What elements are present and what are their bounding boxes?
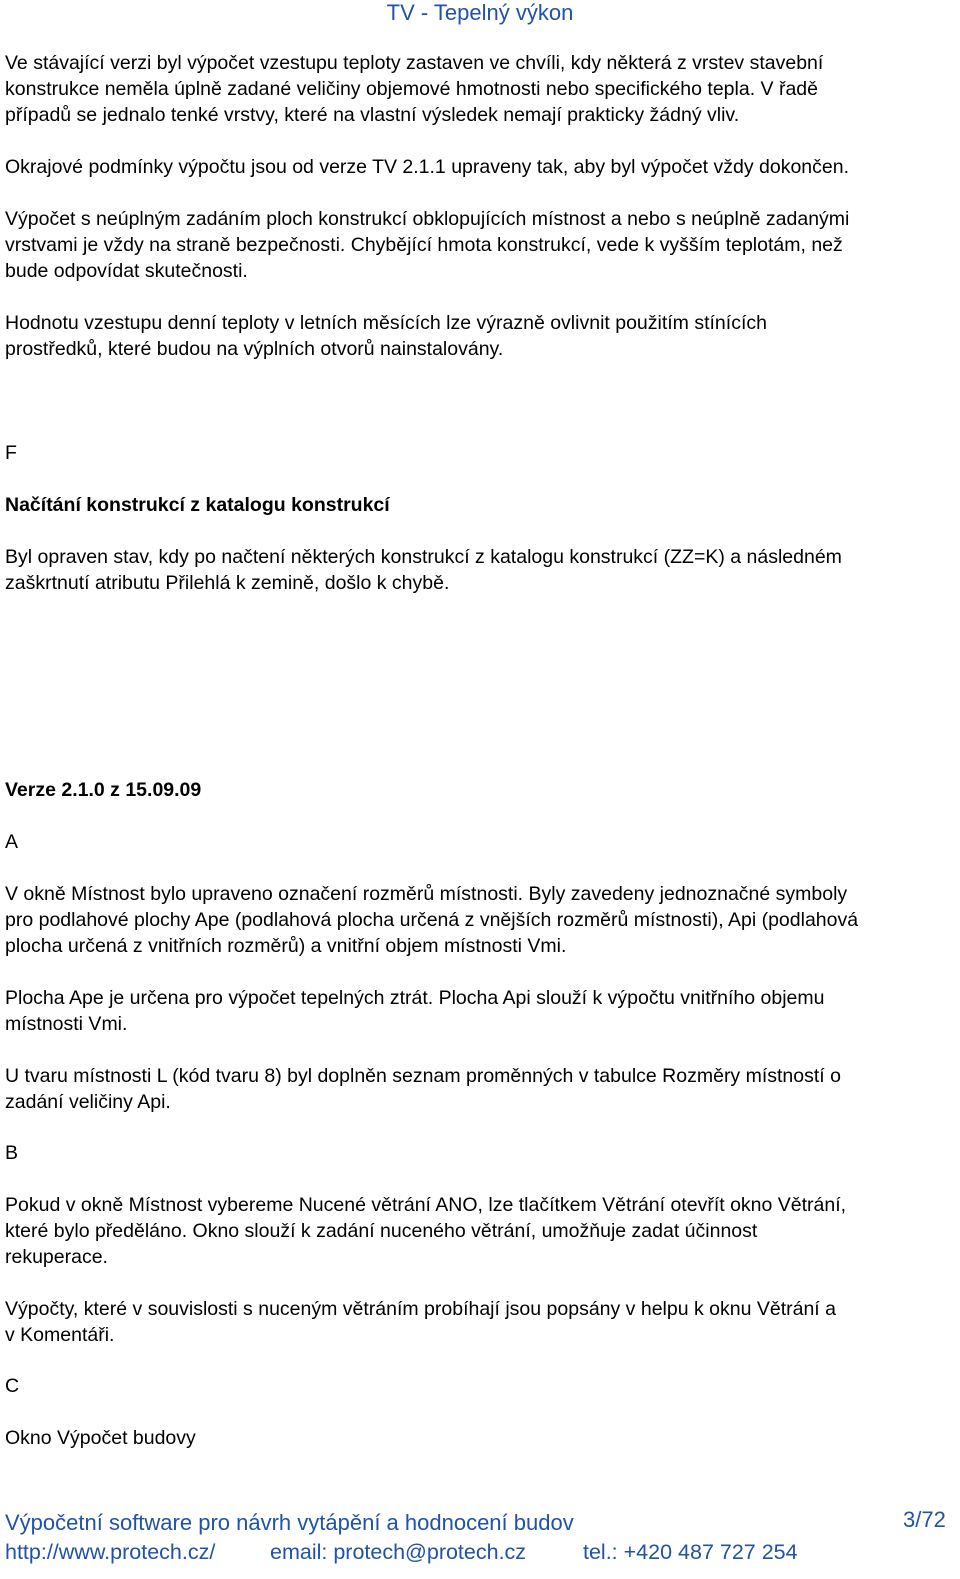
section-letter: B xyxy=(5,1142,19,1164)
footer-phone: tel.: +420 487 727 254 xyxy=(583,1540,798,1564)
section-letter: A xyxy=(5,831,19,853)
paragraph-line: bude odpovídat skutečnosti. xyxy=(5,260,248,282)
footer-email-link[interactable]: email: protech@protech.cz xyxy=(270,1540,527,1564)
paragraph-line: Byl opraven stav, kdy po načtení některých konstrukcí z katalogu konstrukcí (ZZ=K) a následném xyxy=(5,546,842,568)
section-letter: F xyxy=(5,442,17,464)
paragraph-line: vrstvami je vždy na straně bezpečnosti. Chybějící hmota konstrukcí, vede k vyšším teplotám, než xyxy=(5,234,843,256)
paragraph-line: které bylo předěláno. Okno slouží k zadání nuceného větrání, umožňuje zadat účinnost xyxy=(5,1220,758,1242)
paragraph-line: U tvaru místnosti L (kód tvaru 8) byl doplněn seznam proměnných v tabulce Rozměry místností o xyxy=(5,1065,841,1087)
paragraph-line: Výpočty, které v souvislosti s nuceným větráním probíhají jsou popsány v helpu k oknu Větrání a xyxy=(5,1298,836,1320)
paragraph-line: zadání veličiny Api. xyxy=(5,1091,171,1113)
paragraph-line: případů se jednalo tenké vrstvy, které na vlastní výsledek nemají prakticky žádný vliv. xyxy=(5,104,740,126)
paragraph-line: konstrukce neměla úplně zadané veličiny objemové hmotnosti nebo specifického tepla. V řadě xyxy=(5,78,818,100)
page-number: 3/72 xyxy=(903,1507,946,1532)
paragraph-line: rekuperace. xyxy=(5,1246,108,1268)
version-heading: Verze 2.1.0 z 15.09.09 xyxy=(5,779,202,801)
paragraph-line: prostředků, které budou na výplních otvorů nainstalovány. xyxy=(5,338,504,360)
section-heading: Načítání konstrukcí z katalogu konstrukcí xyxy=(5,494,390,516)
paragraph-line: Plocha Ape je určena pro výpočet tepelných ztrát. Plocha Api slouží k výpočtu vnitřního objemu xyxy=(5,987,825,1009)
paragraph-line: místnosti Vmi. xyxy=(5,1013,128,1035)
paragraph-line: Okno Výpočet budovy xyxy=(5,1427,196,1449)
footer-url-link[interactable]: http://www.protech.cz/ xyxy=(5,1540,216,1564)
paragraph-line: Výpočet s neúplným zadáním ploch konstrukcí obklopujících místnost a nebo s neúplně zadanými xyxy=(5,208,850,230)
paragraph-line: plocha určená z vnitřních rozměrů) a vnitřní objem místnosti Vmi. xyxy=(5,935,567,957)
paragraph-line: Hodnotu vzestupu denní teploty v letních měsících lze výrazně ovlivnit použitím stínících xyxy=(5,312,767,334)
paragraph-line: zaškrtnutí atributu Přilehlá k zemině, došlo k chybě. xyxy=(5,572,450,594)
paragraph-line: Ve stávající verzi byl výpočet vzestupu teploty zastaven ve chvíli, kdy některá z vrstev stavební xyxy=(5,52,824,74)
paragraph-line: V okně Místnost bylo upraveno označení rozměrů místnosti. Byly zavedeny jednoznačné symboly xyxy=(5,883,848,905)
paragraph-line: Okrajové podmínky výpočtu jsou od verze TV 2.1.1 upraveny tak, aby byl výpočet vždy dokončen. xyxy=(5,156,850,178)
footer-tagline: Výpočetní software pro návrh vytápění a hodnocení budov xyxy=(5,1510,574,1535)
section-letter: C xyxy=(5,1375,20,1397)
paragraph-line: Pokud v okně Místnost vybereme Nucené větrání ANO, lze tlačítkem Větrání otevřít okno Větrání, xyxy=(5,1194,847,1216)
paragraph-line: v Komentáři. xyxy=(5,1324,115,1346)
page-header-title: TV - Tepelný výkon xyxy=(386,0,574,25)
paragraph-line: pro podlahové plochy Ape (podlahová plocha určená z vnějších rozměrů místnosti), Api (podlahová xyxy=(5,909,859,931)
